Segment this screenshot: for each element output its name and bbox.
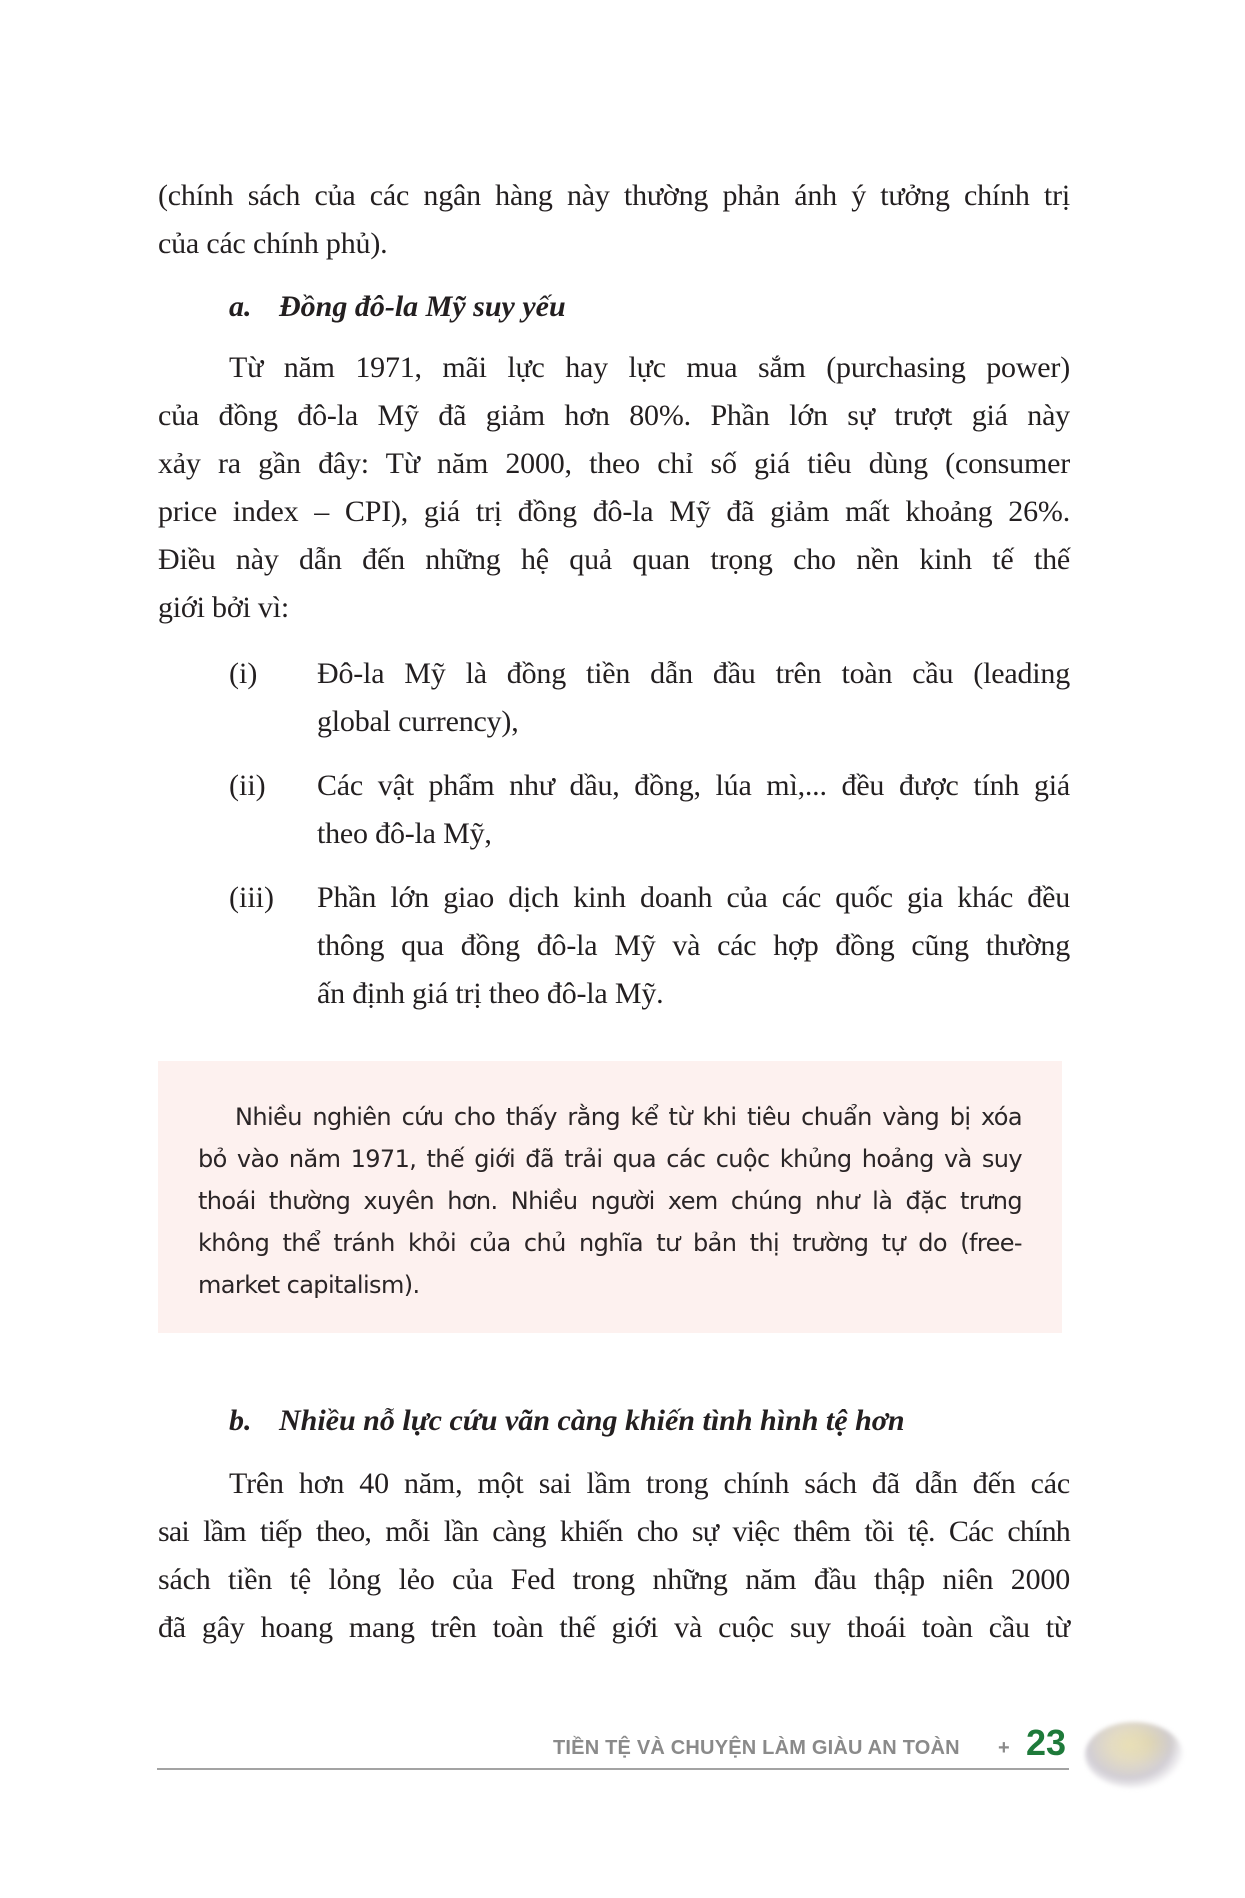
paragraph-line: [158, 1610, 1070, 1646]
callout-line-text: không thể tránh khỏi của chủ nghĩa tư bản thị trường tự do (free-: [198, 1229, 1022, 1257]
list-item-line: [317, 976, 663, 1012]
callout-line: [235, 1102, 1022, 1132]
paragraph-line-text: Trên hơn 40 năm, một sai lầm trong chính sách đã dẫn đến các: [229, 1467, 1070, 1500]
callout-line-text: thoái thường xuyên hơn. Nhiều người xem chúng như là đặc trưng: [198, 1187, 1022, 1215]
callout-line-text: Nhiều nghiên cứu cho thấy rằng kể từ khi tiêu chuẩn vàng bị xóa: [235, 1103, 1022, 1131]
page-number: 23: [1026, 1722, 1067, 1763]
paragraph-line: [158, 1562, 1070, 1598]
list-item-line: [317, 928, 1070, 964]
paragraph-line-text: price index – CPI), giá trị đồng đô-la Mỹ đã giảm mất khoảng 26%.: [158, 495, 1070, 528]
paragraph-line-text: Điều này dẫn đến những hệ quả quan trọng cho nền kinh tế thế: [158, 543, 1070, 576]
section-marker: b.: [229, 1404, 252, 1437]
section-marker: a.: [229, 290, 252, 323]
list-item-line: [317, 880, 1070, 916]
callout-box: [158, 1061, 1062, 1333]
list-item-text: ấn định giá trị theo đô-la Mỹ.: [317, 977, 664, 1010]
paragraph-line-text: sai lầm tiếp theo, mỗi lần càng khiến cho sự việc thêm tồi tệ. Các chính: [158, 1515, 1070, 1548]
list-number: (i): [229, 657, 258, 690]
intro-line-text: của các chính phủ).: [158, 227, 388, 260]
paragraph-line-text: sách tiền tệ lỏng lẻo của Fed trong những năm đầu thập niên 2000: [158, 1563, 1070, 1596]
paragraph-line-text: Từ năm 1971, mãi lực hay lực mua sắm (purchasing power): [229, 351, 1070, 384]
footer-divider: [157, 1768, 1069, 1770]
intro-line-text: (chính sách của các ngân hàng này thường phản ánh ý tưởng chính trị: [158, 179, 1070, 212]
callout-line-text: market capitalism).: [198, 1271, 420, 1299]
intro-line: [158, 178, 1070, 214]
list-item-line: [317, 816, 492, 852]
list-item-text: Các vật phẩm như dầu, đồng, lúa mì,... đều được tính giá: [317, 769, 1070, 802]
list-number: (iii): [229, 881, 274, 914]
callout-line: [198, 1144, 1022, 1174]
footer-separator: +: [998, 1737, 1010, 1759]
list-item-text: theo đô-la Mỹ,: [317, 817, 492, 850]
list-item-line: [317, 656, 1070, 692]
paragraph-line-text: giới bởi vì:: [158, 591, 290, 624]
paragraph-line-text: đã gây hoang mang trên toàn thế giới và cuộc suy thoái toàn cầu từ: [158, 1611, 1070, 1644]
coins-pile-icon: [1085, 1722, 1183, 1788]
paragraph-line: [158, 446, 1070, 482]
paragraph-line: [158, 1514, 1070, 1550]
paragraph-line-text: của đồng đô-la Mỹ đã giảm hơn 80%. Phần lớn sự trượt giá này: [158, 399, 1070, 432]
list-item-text: Phần lớn giao dịch kinh doanh của các quốc gia khác đều: [317, 881, 1070, 914]
running-footer-title: TIỀN TỆ VÀ CHUYỆN LÀM GIÀU AN TOÀN: [553, 1737, 960, 1759]
callout-line-text: bỏ vào năm 1971, thế giới đã trải qua các cuộc khủng hoảng và suy: [198, 1145, 1022, 1173]
section-title: Nhiều nỗ lực cứu vãn càng khiến tình hình tệ hơn: [279, 1404, 905, 1437]
paragraph-line: [158, 494, 1070, 530]
paragraph-line: [158, 542, 1070, 578]
callout-line: [198, 1270, 1022, 1300]
callout-line: [198, 1228, 1022, 1258]
callout-line: [198, 1186, 1022, 1216]
paragraph-line: [158, 590, 289, 626]
section-heading-a: [229, 289, 566, 325]
list-item-text: Đô-la Mỹ là đồng tiền dẫn đầu trên toàn cầu (leading: [317, 657, 1070, 690]
list-item-line: [317, 704, 519, 740]
section-heading-b: [229, 1403, 905, 1439]
list-item-text: global currency),: [317, 705, 519, 738]
intro-line: [158, 226, 387, 262]
list-item-line: [317, 768, 1070, 804]
paragraph-line: [158, 398, 1070, 434]
paragraph-line: [229, 1466, 1070, 1502]
list-item-text: thông qua đồng đô-la Mỹ và các hợp đồng cũng thường: [317, 929, 1070, 962]
paragraph-line: [229, 350, 1070, 386]
paragraph-line-text: xảy ra gần đây: Từ năm 2000, theo chỉ số giá tiêu dùng (consumer: [158, 447, 1070, 480]
list-number: (ii): [229, 769, 266, 802]
section-title: Đồng đô-la Mỹ suy yếu: [279, 290, 566, 323]
